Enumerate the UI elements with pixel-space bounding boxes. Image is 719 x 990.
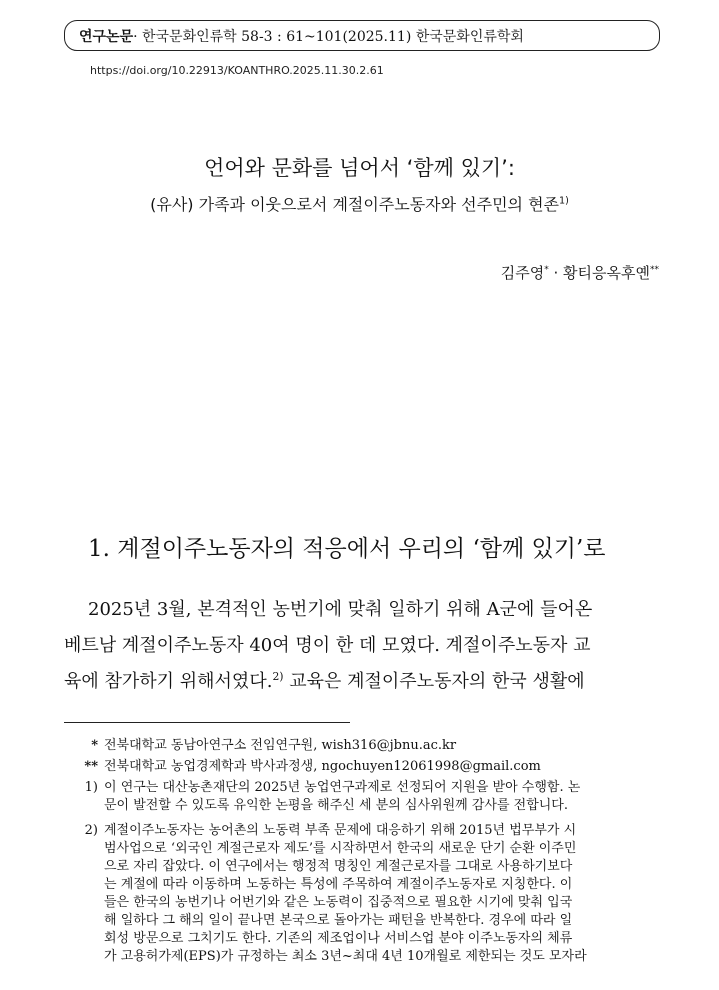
author-name: 황티응옥후옌	[563, 264, 650, 282]
footnote-ref-1[interactable]: 1)	[559, 195, 569, 207]
footnote-text: 회성 방문으로 그치기도 한다. 기존의 제조업이나 서비스업 분야 이주노동자의 체류	[104, 931, 573, 946]
author-name: 김주영	[500, 264, 545, 282]
footnote-text: 계절이주노동자는 농어촌의 노동력 부족 문제에 대응하기 위해 2015년 법무부가 시	[104, 823, 577, 838]
footnote-divider	[64, 722, 350, 723]
footnote-ref-2[interactable]: 2)	[272, 670, 284, 683]
author-affiliation-mark: **	[650, 265, 659, 275]
footnote	[64, 779, 664, 815]
article-type-label: 연구논문	[79, 28, 134, 45]
author-list	[501, 262, 659, 283]
footnote-text: 해 일하다 그 해의 일이 끝나면 본국으로 돌아가는 패턴을 반복한다. 경우에 따라 일	[104, 913, 573, 928]
journal-citation: · 한국문화인류학 58-3 : 61~101(2025.11) 한국문화인류학회	[133, 28, 524, 45]
footnote	[64, 758, 664, 776]
footnote-text: 가 고용허가제(EPS)가 규정하는 최소 3년~최대 4년 10개월로 제한되는 것도 모자라	[104, 949, 587, 964]
footnote-text: 이 연구는 대산농촌재단의 2025년 농업연구과제로 선정되어 지원을 받아 수행함. 논	[104, 780, 581, 795]
subtitle-text: (유사) 가족과 이웃으로서 계절이주노동자와 선주민의 현존	[150, 195, 559, 214]
body-line	[64, 664, 664, 700]
footnote-text: 는 계절에 따라 이동하며 노동하는 특성에 주목하여 계절이주노동자로 지칭한다. 이	[104, 877, 573, 892]
body-line: 2025년 3월, 본격적인 농번기에 맞춰 일하기 위해 A군에 들어온	[88, 599, 593, 620]
body-text: 육에 참가하기 위해서였다.	[64, 671, 273, 692]
footnote-text: 들은 한국의 농번기나 어번기와 같은 노동력이 집중적으로 필요한 시기에 맞춰 입국	[104, 895, 573, 910]
doi-link[interactable]: https://doi.org/10.22913/KOANTHRO.2025.11.30.2.61	[90, 64, 384, 77]
journal-header	[64, 20, 660, 51]
footnote-text: 범사업으로 ‘외국인 계절근로자 제도’를 시작하면서 한국의 새로운 단기 순환 이주민	[104, 841, 577, 856]
section-heading: 1. 계절이주노동자의 적응에서 우리의 ‘함께 있기’로	[88, 536, 606, 562]
footnote-mark: 2)	[84, 823, 98, 838]
body-paragraph	[64, 592, 664, 700]
paper-subtitle	[0, 192, 719, 215]
footnote-text: 문이 발전할 수 있도록 유익한 논평을 해주신 세 분의 심사위원께 감사를 전합니다.	[104, 798, 569, 813]
footnote	[64, 737, 664, 755]
footnote-mark: *	[91, 738, 98, 753]
footnote-text: 으로 자리 잡았다. 이 연구에서는 행정적 명칭인 계절근로자를 그대로 사용하기보다	[104, 859, 573, 874]
footnote-mark: 1)	[84, 780, 98, 795]
body-line: 베트남 계절이주노동자 40여 명이 한 데 모였다. 계절이주노동자 교	[64, 635, 591, 656]
footnote-text: 전북대학교 동남아연구소 전임연구원, wish316@jbnu.ac.kr	[104, 738, 457, 753]
footnote-text: 전북대학교 농업경제학과 박사과정생, ngochuyen12061998@gmail.com	[104, 759, 541, 774]
author-separator: ·	[548, 264, 564, 282]
paper-title: 언어와 문화를 넘어서 ‘함께 있기’:	[204, 156, 515, 180]
footnote-mark: **	[84, 759, 98, 774]
author-affiliation-mark: *	[544, 265, 549, 275]
footnote	[64, 822, 664, 966]
body-text: 교육은 계절이주노동자의 한국 생활에	[283, 671, 585, 692]
